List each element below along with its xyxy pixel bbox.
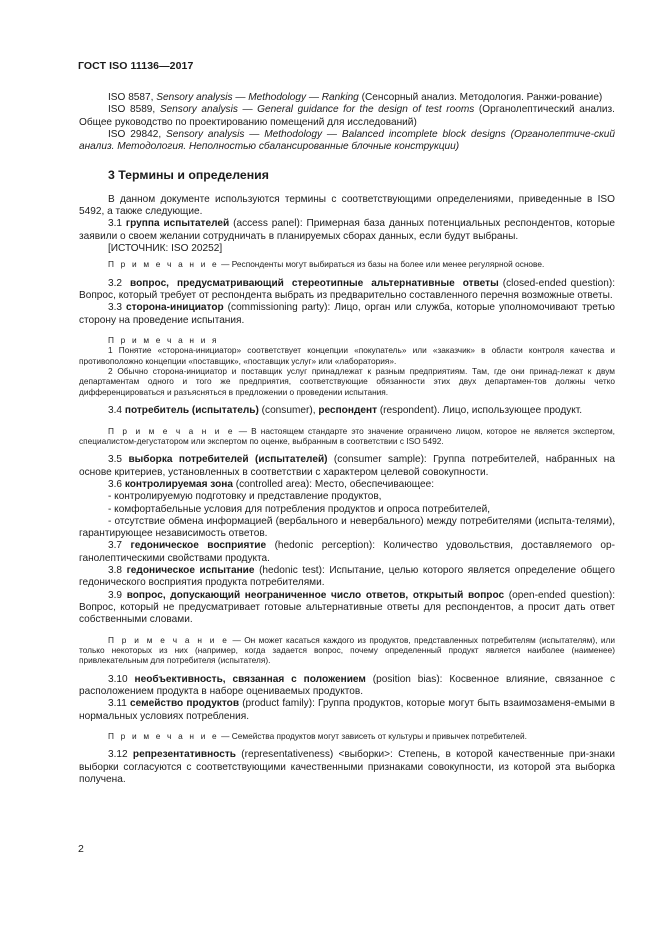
note-3-3-1: 1 Понятие «сторона-инициатор» соответствует концепции «покупатель» или «заказчик» в области контроля качества и противоположно концепции «поставщик», «поставщик услуг» или «лаборатория». bbox=[79, 345, 615, 366]
term-3-11: 3.11 семейство продуктов (product family): Группа продуктов, которые могут быть взаимозаменя-емыми в нормальных условиях потребления. bbox=[79, 698, 615, 722]
term-3-7: 3.7 гедоническое восприятие (hedonic perception): Количество удовольствия, доставляемого ор-ганолептическими свойствами продукта. bbox=[79, 540, 615, 564]
note-3-11: П р и м е ч а н и е — Семейства продуктов могут зависеть от культуры и привычек потребителей. bbox=[108, 730, 527, 741]
term-3-12: 3.12 репрезентативность (representativeness) <выборки>: Степень, в которой качественные при-знаки выборки согласуются с соответствующими качественными признаками совокупности, из которой эта выборка получена. bbox=[79, 749, 615, 785]
reference-iso-8587: ISO 8587, Sensory analysis — Methodology — Ranking (Сенсорный анализ. Методология. Ранжи-рование) bbox=[108, 92, 603, 103]
term-3-6-item: - комфортабельные условия для потребления продуктов и опроса потребителей, bbox=[108, 503, 491, 515]
term-3-9: 3.9 вопрос, допускающий неограниченное число ответов, открытый вопрос (open-ended question): Вопрос, который не предусматривает готовые альтернативные ответы для респондентов, а просит дать ответ собственными словами. bbox=[79, 589, 615, 626]
section-heading: 3 Термины и определения bbox=[108, 168, 269, 183]
document-header: ГОСТ ISO 11136—2017 bbox=[78, 60, 194, 72]
section-intro: В данном документе используются термины с соответствующими определениями, приведенные в ISO 5492, а также следующие. bbox=[79, 193, 615, 218]
term-3-2: 3.2 вопрос, предусматривающий стереотипные альтернативные ответы (closed-ended question): Вопрос, который требует от респондента выбрать из предварительно составленного перечня возможные ответы. bbox=[79, 277, 616, 301]
term-3-1-source: [ИСТОЧНИК: ISO 20252] bbox=[108, 242, 223, 254]
term-3-10: 3.10 необъективность, связанная с положением (position bias): Косвенное влияние, связанное с расположением продукта в наборе оцениваемых продуктов. bbox=[79, 673, 616, 698]
term-3-8: 3.8 гедоническое испытание (hedonic test): Испытание, целью которого является определение общего гедонического восприятия продукта потребителями. bbox=[79, 565, 615, 589]
term-3-5: 3.5 выборка потребителей (испытателей) (consumer sample): Группа потребителей, набранных на основе критериев, установленных в соответствии с характером целевой совокупности. bbox=[79, 454, 615, 478]
note-3-3-2: 2 Обычно сторона-инициатор и поставщик услуг принадлежат к разным предприятиям. Там, где они принад-лежат к двум департаментам одного и того же предприятия, соответствующие обязанности этих двух департамен-тов должны четко дифференцироваться и разъясняться в предложении о проведении испытания. bbox=[79, 366, 615, 397]
note-3-1: П р и м е ч а н и е — Респонденты могут выбираться из базы на более или менее регулярной основе. bbox=[108, 259, 545, 270]
term-3-3: 3.3 сторона-инициатор (commissioning party): Лицо, орган или служба, которые уполномочивают третью сторону на проведение испытания. bbox=[79, 302, 615, 326]
term-3-6-item: - контролируемую подготовку и представление продуктов, bbox=[108, 491, 382, 503]
term-3-6: 3.6 контролируемая зона (controlled area): Место, обеспечивающее: bbox=[108, 479, 435, 490]
note-3-9: П р и м е ч а н и е — Он может касаться каждого из продуктов, представленных потребителям (испытателям), или только некоторых из них (например, когда задается вопрос, почему определенный продукт является наиболее (наименее) привлекательным для потребителя (испытателя). bbox=[79, 634, 615, 666]
page-number: 2 bbox=[78, 843, 84, 855]
term-3-1: 3.1 группа испытателей (access panel): Примерная база данных потенциальных респондентов, которые заявили о своем желании сотрудничать в планируемых сборах данных, если будут выбраны. bbox=[79, 218, 615, 242]
term-3-6-item: - отсутствие обмена информацией (вербального и невербального) между потребителями (испыта-телями), гарантирующее независимость ответов. bbox=[79, 515, 615, 540]
term-3-4: 3.4 потребитель (испытатель) (consumer), респондент (respondent). Лицо, использующее продукт. bbox=[108, 405, 583, 417]
notes-3-3-label: П р и м е ч а н и я bbox=[108, 334, 219, 345]
reference-iso-29842: ISO 29842, Sensory analysis — Methodology — Balanced incomplete block designs (Органолептиче-ский анализ. Методология. Неполностью сбалансированные блочные конструкции) bbox=[79, 128, 615, 153]
reference-iso-8589: ISO 8589, Sensory analysis — General guidance for the design of test rooms (Органолептический анализ. Общее руководство по проектированию помещений для исследований) bbox=[79, 104, 615, 128]
page-body bbox=[79, 92, 615, 786]
notes-3-3 bbox=[79, 335, 615, 397]
note-3-4: П р и м е ч а н и е — В настоящем стандарте это значение ограничено лицом, которое не является экспертом, специалистом-дегустатором или экспертом по оценке, выбранным в соответствии с ISO 5492. bbox=[79, 425, 615, 446]
